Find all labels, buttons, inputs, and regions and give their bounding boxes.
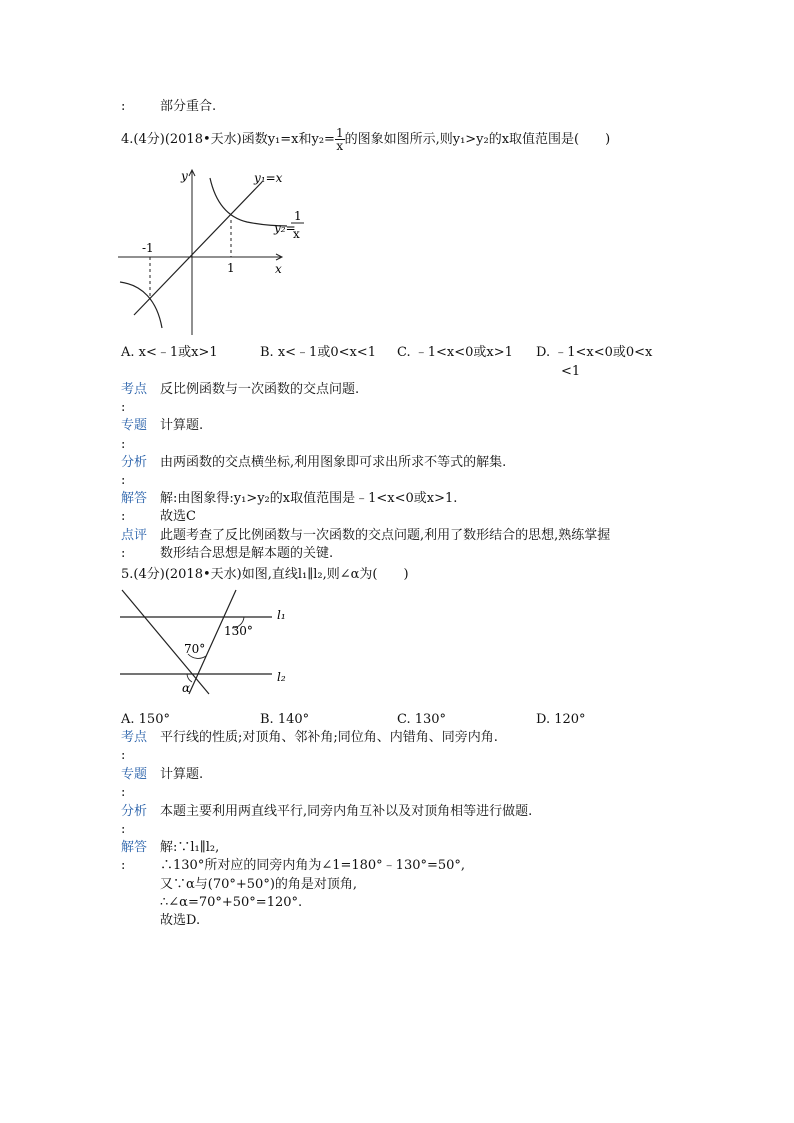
q4-tick-neg: -1: [142, 241, 154, 255]
q4-jieda-line2: 故选C: [160, 509, 196, 524]
q5-fenxi-colon: :: [121, 822, 126, 837]
q4-stem-suffix: 的图象如图所示,则y₁>y₂的x取值范围是( ): [344, 132, 611, 147]
q4-curve-label-prefix: y₂=: [274, 221, 296, 235]
q5-jieda-line1: 解:∵l₁∥l₂,: [160, 840, 220, 855]
q5-option-a: A. 150°: [121, 712, 170, 727]
q4-zhuanti-label: 专题: [121, 418, 148, 433]
q5-jieda-label: 解答: [121, 840, 148, 855]
q5-jieda-colon: :: [121, 858, 126, 873]
q4-fenxi-colon: :: [121, 473, 126, 488]
q5-zhuanti-colon: :: [121, 785, 126, 800]
q4-curve-frac-den: x: [293, 227, 300, 241]
q4-zhuanti-colon: :: [121, 437, 126, 452]
q4-hyperbola-right: [210, 178, 287, 226]
q4-jieda-label: 解答: [121, 491, 148, 506]
q4-zhuanti-text: 计算题.: [160, 418, 204, 433]
top-fragment-text: 部分重合.: [160, 99, 217, 114]
q5-angle-70-label: 70°: [184, 642, 206, 656]
q4-dianping-line2: 数形结合思想是解本题的关键.: [160, 546, 334, 561]
q5-zhuanti-text: 计算题.: [160, 767, 204, 782]
q4-fenxi-label: 分析: [121, 455, 148, 470]
q5-option-c: C. 130°: [397, 712, 447, 727]
q4-curve-frac-num: 1: [294, 209, 302, 223]
q4-hyperbola-left: [120, 282, 162, 328]
q5-kaodian-label: 考点: [121, 730, 148, 745]
q4-dianping-line1: 此题考查了反比例函数与一次函数的交点问题,利用了数形结合的思想,熟练掌握: [160, 528, 611, 543]
q5-kaodian-colon: :: [121, 748, 126, 763]
q5-parallel-lines-figure: [112, 586, 302, 698]
q4-option-b: B. x<﹣1或0<x<1: [260, 345, 376, 360]
q4-option-d-line2: <1: [561, 364, 581, 379]
q4-stem-fraction: [335, 127, 345, 152]
q4-kaodian-text: 反比例函数与一次函数的交点问题.: [160, 382, 360, 397]
q5-kaodian-text: 平行线的性质;对顶角、邻补角;同位角、内错角、同旁内角.: [160, 730, 498, 745]
q4-frac-den: x: [336, 139, 344, 153]
q5-fenxi-text: 本题主要利用两直线平行,同旁内角互补以及对顶角相等进行做题.: [160, 804, 533, 819]
q4-x-axis-label: x: [275, 262, 282, 276]
q4-kaodian-colon: :: [121, 400, 126, 415]
q5-l1-label: l₁: [277, 608, 286, 622]
q5-option-d: D. 120°: [536, 712, 586, 727]
q5-alpha-label: α: [182, 681, 191, 695]
q4-option-d-line1: D. ﹣1<x<0或0<x: [536, 345, 653, 360]
q4-dianping-label: 点评: [121, 528, 148, 543]
q5-fenxi-label: 分析: [121, 804, 148, 819]
q4-stem: [121, 127, 610, 153]
q4-dianping-colon: :: [121, 546, 126, 561]
q4-jieda-colon: :: [121, 509, 126, 524]
q5-option-b: B. 140°: [260, 712, 310, 727]
q5-jieda-line4: ∴∠α=70°+50°=120°.: [160, 895, 303, 910]
q4-kaodian-label: 考点: [121, 382, 148, 397]
q5-angle-130-label: 130°: [224, 624, 253, 638]
q4-jieda-line1: 解:由图象得:y₁>y₂的x取值范围是﹣1<x<0或x>1.: [160, 491, 458, 506]
q4-option-c: C. ﹣1<x<0或x>1: [397, 345, 513, 360]
q4-fenxi-text: 由两函数的交点横坐标,利用图象即可求出所求不等式的解集.: [160, 455, 507, 470]
q5-l2-label: l₂: [277, 670, 286, 684]
q4-frac-num: 1: [335, 126, 344, 140]
q4-tick-pos: 1: [227, 261, 235, 275]
q4-function-graph: [112, 160, 312, 340]
q4-option-a: A. x<﹣1或x>1: [121, 345, 218, 360]
q4-line-label: y₁=x: [254, 171, 283, 185]
q5-zhuanti-label: 专题: [121, 767, 148, 782]
q4-y-axis-label: y: [181, 169, 188, 183]
q5-jieda-line2: ∴130°所对应的同旁内角为∠1=180°﹣130°=50°,: [160, 858, 466, 873]
q4-stem-prefix: 4.(4分)(2018•天水)函数y₁=x和y₂=: [121, 132, 335, 147]
q5-jieda-line5: 故选D.: [160, 913, 201, 928]
q5-stem: 5.(4分)(2018•天水)如图,直线l₁∥l₂,则∠α为( ): [121, 567, 409, 582]
q5-jieda-line3: 又∵α与(70°+50°)的角是对顶角,: [160, 877, 358, 892]
top-colon: :: [121, 99, 126, 114]
